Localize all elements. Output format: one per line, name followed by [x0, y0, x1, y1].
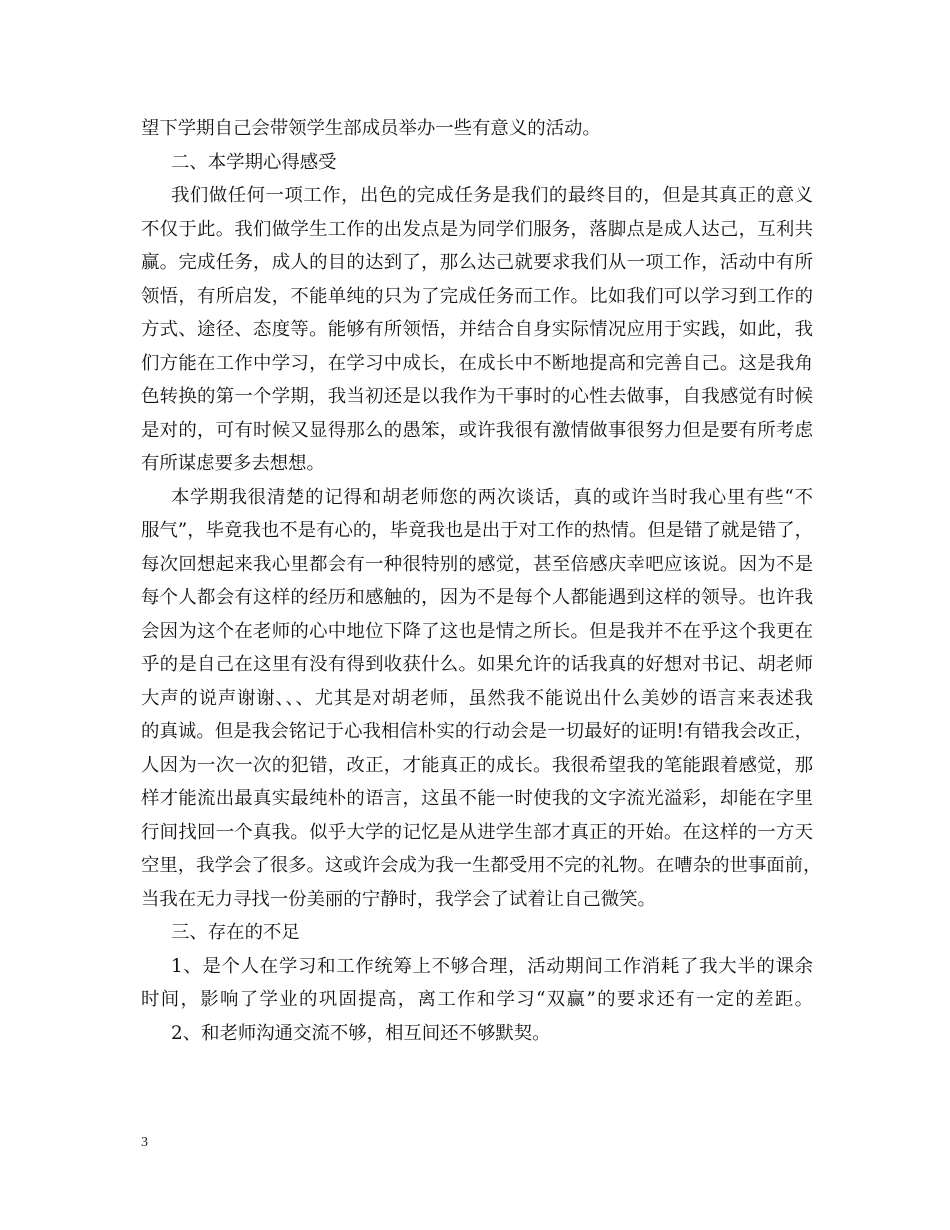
paragraph-line: 时间，影响了学业的巩固提高，离工作和学习“双赢”的要求还有一定的差距。: [141, 989, 813, 1010]
paragraph-line: 1、是个人在学习和工作统筹上不够合理，活动期间工作消耗了我大半的课余: [171, 955, 813, 977]
paragraph-line: 服气”，毕竟我也不是有心的，毕竟我也是出于对工作的热情。但是错了就是错了，: [141, 520, 813, 541]
paragraph-line: 赢。完成任务，成人的目的达到了，那么达己就要求我们从一项工作，活动中有所: [141, 252, 813, 273]
paragraph-line: 的真诚。但是我会铭记于心我相信朴实的行动会是一切最好的证明!有错我会改正，: [141, 721, 813, 742]
section-heading: 三、存在的不足: [171, 922, 300, 943]
paragraph-line: 不仅于此。我们做学生工作的出发点是为同学们服务，落脚点是成人达己，互利共: [141, 218, 813, 240]
paragraph-line: 2、和老师沟通交流不够，相互间还不够默契。: [171, 1022, 551, 1044]
paragraph-line: 空里，我学会了很多。这或许会成为我一生都受用不完的礼物。在嘈杂的世事面前，: [141, 855, 822, 876]
paragraph-line: 每次回想起来我心里都会有一种很特别的感觉，甚至倍感庆幸吧应该说。因为不是: [141, 553, 813, 575]
paragraph-line: 行间找回一个真我。似乎大学的记忆是从进学生部才真正的开始。在这样的一方天: [141, 821, 813, 843]
paragraph-line: 样才能流出最真实最纯朴的语言，这虽不能一时使我的文字流光溢彩，却能在字里: [141, 788, 813, 809]
paragraph-line: 当我在无力寻找一份美丽的宁静时，我学会了试着让自己微笑。: [141, 888, 656, 910]
paragraph-line: 本学期我很清楚的记得和胡老师您的两次谈话，真的或许当时我心里有些“不: [171, 486, 813, 508]
paragraph-line: 望下学期自己会带领学生部成员举办一些有意义的活动。: [141, 118, 601, 139]
paragraph-line: 会因为这个在老师的心中地位下降了这也是情之所长。但是我并不在乎这个我更在: [141, 620, 813, 642]
paragraph-line: 方式、途径、态度等。能够有所领悟，并结合自身实际情况应用于实践，如此，我: [141, 319, 813, 340]
paragraph-line: 人因为一次一次的犯错，改正，才能真正的成长。我很希望我的笔能跟着感觉，那: [141, 754, 813, 776]
paragraph-line: 我们做任何一项工作，出色的完成任务是我们的最终目的，但是其真正的意义: [171, 185, 813, 206]
paragraph-line: 色转换的第一个学期，我当初还是以我作为干事时的心性去做事，自我感觉有时候: [141, 386, 813, 407]
section-heading: 二、本学期心得感受: [171, 151, 337, 173]
paragraph-line: 们方能在工作中学习，在学习中成长，在成长中不断地提高和完善自己。这是我角: [141, 352, 813, 374]
paragraph-line: 有所谋虑要多去想想。: [141, 453, 325, 474]
document-body: [141, 112, 822, 1050]
paragraph-line: 领悟，有所启发，不能单纯的只为了完成任务而工作。比如我们可以学习到工作的: [141, 285, 813, 307]
paragraph-line: 大声的说声谢谢、、、尤其是对胡老师，虽然我不能说出什么美妙的语言来表述我: [141, 687, 813, 709]
paragraph-line: 每个人都会有这样的经历和感触的，因为不是每个人都能遇到这样的领导。也许我: [141, 587, 813, 608]
page-number: 3: [141, 1135, 148, 1150]
paragraph-line: 是对的，可有时候又显得那么的愚笨，或许我很有激情做事很努力但是要有所考虑: [141, 419, 813, 441]
paragraph-line: 乎的是自己在这里有没有得到收获什么。如果允许的话我真的好想对书记、胡老师: [141, 654, 813, 675]
